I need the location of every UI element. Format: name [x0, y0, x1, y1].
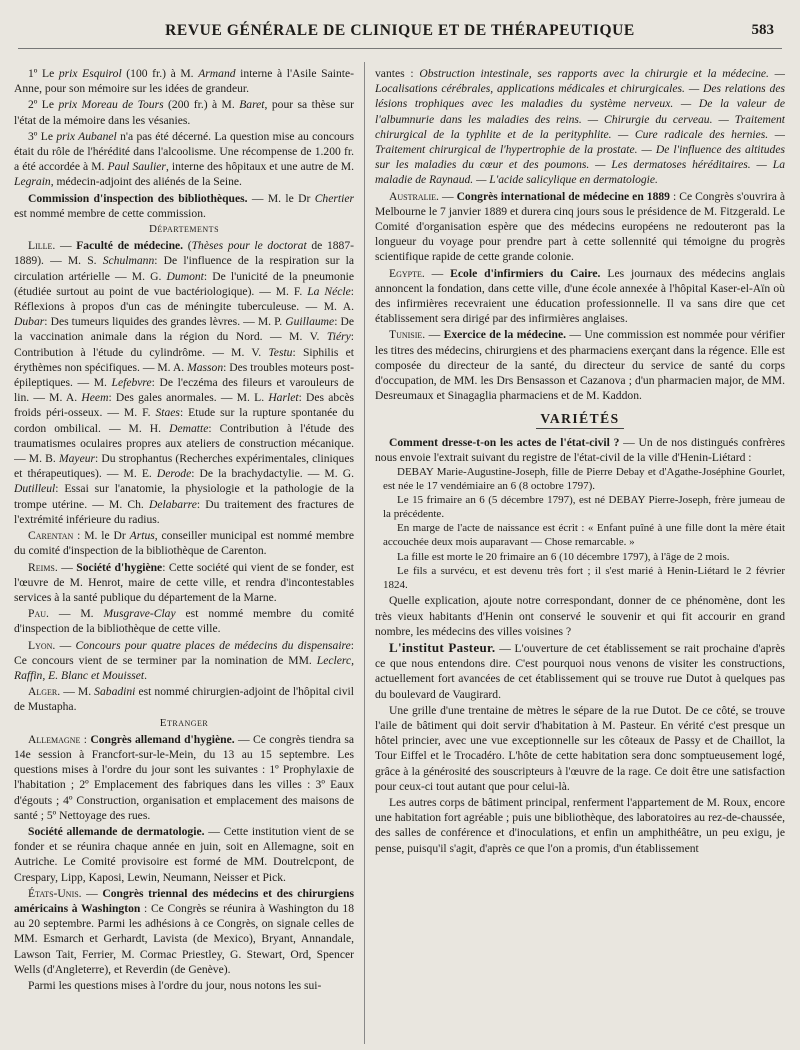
- section-heading: L'institut Pasteur.: [389, 640, 496, 656]
- section-heading: Congrès triennal des médecins et des chirurgiens américains à Washington: [14, 886, 354, 915]
- person-name: Tiéry: [326, 330, 351, 344]
- person-name: Legrain: [14, 175, 51, 189]
- text: est nommé membre du comité d'inspection de la bibliothèque de cette ville.: [14, 607, 354, 636]
- header-rule: [18, 48, 782, 49]
- person-name: Sabadini: [94, 685, 136, 699]
- place-name: Carentan: [28, 529, 74, 543]
- person-name: Guillaume: [285, 315, 335, 329]
- paragraph-prix-moreau: [14, 97, 354, 127]
- text: —: [425, 328, 444, 342]
- text: : Cette société qui vient de se fonder, est l'œuvre de M. Henrot, maire de cette ville, et rendra d'incontestables services à la santé publique du département de la Marne.: [14, 560, 354, 604]
- quote-line: DEBAY Marie-Augustine-Joseph, fille de Pierre Debay et d'Agathe-Joséphine Gourlet, est née le 17 vendémiaire an 6 (8 octobre 1797).: [383, 466, 785, 492]
- paragraph-dermatologie: [14, 824, 354, 885]
- paragraph-institut-pasteur: [375, 640, 785, 702]
- text: :: [80, 732, 91, 746]
- paragraph-etats-unis: [14, 886, 354, 977]
- person-name: Lefebvre: [111, 376, 152, 390]
- person-name: Heem: [81, 391, 109, 405]
- paragraph-allemagne: [14, 732, 354, 823]
- person-name: Baret: [239, 98, 265, 112]
- text: — M.: [48, 607, 104, 621]
- text: , conseiller municipal est nommé membre du comité d'inspection de la bibliothèque de Carenton.: [14, 529, 354, 558]
- prize-name: prix Esquirol: [58, 67, 122, 80]
- text: : Des abcès froids péri-osseux. — M. F.: [14, 391, 354, 420]
- text: Thèses pour le doctorat: [191, 239, 307, 253]
- text: : Essai sur l'anatomie, la physiologie et la pathologie de la trompe utérine. — M. Ch.: [14, 482, 354, 511]
- section-heading: Commission d'inspection des bibliothèques.: [28, 191, 248, 205]
- text: n'a pas été décerné. La question mise au concours était du rôle de l'hérédité dans l'alcoolisme. Une récompense de 1.200 fr. a été accordée à M.: [14, 129, 354, 174]
- paragraph-pau: [14, 606, 354, 636]
- section-heading: Ecole d'infirmiers du Caire.: [450, 266, 601, 280]
- paragraph-lyon: [14, 638, 354, 684]
- column-divider: [364, 62, 365, 1044]
- section-heading: Congrès international de médecine en 1889: [456, 189, 670, 203]
- person-name: Dutilleul: [14, 482, 56, 496]
- registry-extract: [375, 466, 785, 592]
- text: — L'ouverture de cet établissement se rait prochaine d'après ce que nous entendons dire. C'est pourquoi nous venons de visiter les constructions, actuellement fort avancées de cet établissement qui se trouve rue Dutot à quelques pas du boulevard de Vaugirard.: [375, 642, 785, 701]
- text: est nommé chirurgien-adjoint de l'hôpital civil de Mustapha.: [14, 685, 354, 714]
- place-name: Pau.: [28, 607, 49, 621]
- paragraph-questions: Parmi les questions mises à l'ordre du jour, nous notons les sui-: [28, 978, 322, 992]
- section-heading: Exercice de la médecine.: [443, 328, 566, 342]
- text: —: [81, 886, 103, 900]
- text: (100 fr.) à M.: [121, 67, 199, 80]
- paragraph-tunisie: [375, 327, 785, 403]
- quote-line: Le 15 frimaire an 6 (5 décembre 1797), est né DEBAY Pierre-Joseph, frère jumeau de la précédente.: [383, 494, 785, 520]
- text: : Réflexions à propos d'un cas de méningite tuberculeuse. — M. A.: [14, 284, 354, 314]
- place-name: Alger.: [28, 685, 61, 699]
- quote-line: Le fils a survécu, et est devenu très fort ; il s'est marié à Henin-Liétard le 2 février 1824.: [383, 565, 785, 591]
- text: : Des troubles moteurs post-épileptiques. — M.: [14, 360, 354, 390]
- prize-name: prix Moreau de Tours: [58, 98, 164, 112]
- text: vantes :: [375, 67, 420, 80]
- person-name: Leclerc, Raffin, E. Blanc et Mouisset: [14, 653, 354, 682]
- place-name: Tunisie.: [389, 328, 426, 342]
- section-heading: Comment dresse-t-on les actes de l'état-civil ?: [389, 435, 620, 449]
- section-heading: Faculté de médecine.: [76, 239, 184, 253]
- section-heading: Société d'hygiène: [76, 560, 163, 574]
- paragraph-reims: [14, 560, 354, 606]
- section-heading: Société allemande de dermatologie.: [28, 824, 205, 838]
- person-name: Delabarre: [148, 497, 197, 511]
- text: — Cette institution vient de se fonder et se réunira chaque année en juin, soit en Allemagne, soit en Autriche. Le Comité provisoire est formé de MM. Doutrelcpont, de Crespary, Lipp, Kaposi, Lewin, Neumann, Neisser et Pick.: [14, 824, 354, 884]
- text: —: [57, 560, 77, 574]
- person-name: Harlet: [268, 391, 299, 405]
- text: — Ce congrès tiendra sa 14e session à Francfort-sur-le-Mein, du 13 au 15 septembre. Les questions mises à l'ordre du jour sont les suivantes : 1º Prophylaxie de l'habitation ; 2º Emplacement des fabriques dans les villes : 3º Eaux d'égouts ; 4º Construction, organisation et emplacement des maisons de santé ; 5º Nettoyage des rues.: [14, 732, 354, 822]
- place-name: Allemagne: [28, 732, 81, 746]
- person-name: Chertier: [314, 191, 354, 205]
- text: 2º Le: [28, 98, 59, 112]
- text: 1º Le: [28, 67, 59, 80]
- person-name: Musgrave-Clay: [103, 607, 176, 621]
- quote-line: En marge de l'acte de naissance est écrit : « Enfant puîné à une fille dont la mère était accouchée deux mois auparavant — Chose remarcable. »: [383, 522, 785, 549]
- paragraph-prix-esquirol: [14, 66, 354, 96]
- person-name: La Nécle: [307, 284, 351, 298]
- text: : Etude sur la rupture spontanée du cordon ombilical. — M. H.: [14, 406, 354, 435]
- text: — M. le Dr: [247, 191, 315, 205]
- paragraph-explication: Quelle explication, ajoute notre correspondant, donner de ce phénomène, dont les très vieux habitants d'Henin ont conservé le souvenir et qui fit accourir en grand nombre, les médecins des villes voisines ?: [375, 594, 785, 638]
- topics-list: Obstruction intestinale, ses rapports avec la chirurgie et la médecine. — Localisations cérébrales, applications médicales et chirurgicales. — Des relations des lésions trophiques avec les maladies du système nerveux. — De la valeur de l'albumnurie dans les maladies des reins. — Chirurgie du cerveau. — Traitement chirurgical de la typhlite et de la perityphlite. — Cure radicale des hernies. — Traitement chirurgical de l'hypertrophie de la prostate. — De l'influence des altitudes sur les maladies du cœur et des poumons. — Les dermatoses héréditaires. — La maladie de Raynaud. — L'acide salicylique en dermatologie.: [375, 67, 785, 187]
- text: — Un de nos distingués confrères nous envoie l'extrait suivant du registre de l'état-civil de la ville d'Henin-Liétard :: [375, 435, 785, 464]
- text: : De l'eczéma des fileurs et varouleurs de lin. — M. A.: [14, 376, 354, 405]
- text: : Du strophantus (Recherches expérimentales, cliniques et thérapeutiques). — M. E.: [14, 452, 354, 481]
- paragraph-questions-list: [375, 66, 785, 188]
- page-number: 583: [751, 22, 774, 38]
- text: (: [183, 239, 192, 253]
- text: est nommé membre de cette commission.: [14, 206, 206, 220]
- paragraph-autres-corps: Les autres corps de bâtiment principal, renferment l'appartement de M. Roux, encore une habitation fort agréable ; puis une bibliothèque, des laboratoires au rez-de-chaussée, des salles de conférence et d'inoculations, et enfin un amphithéâtre, un peu exigu, je pense, puisqu'il s'agit, d'après ce que l'on a promis, d'un établissement: [375, 796, 785, 855]
- person-name: Derode: [156, 467, 192, 481]
- running-title: REVUE GÉNÉRALE DE CLINIQUE ET DE THÉRAPEUTIQUE: [165, 22, 635, 39]
- text: —: [55, 239, 77, 253]
- text: : Des tumeurs liquides des grandes lèvres. — M. P.: [44, 315, 286, 329]
- paragraph-grille: Une grille d'une trentaine de mètres le sépare de la rue Dutot. De ce côté, se trouve l'aile de bâtiment qui doit servir d'habitation à M. Pasteur. En vérité c'est presque un hôtel princier, avec une vue exceptionnelle sur les côteaux de Passy et de Chaillot, la Tour Eiffel et le Trocadéro. L'hôte de cette habitation sera donc somptueusement logé, grâce à la générosité des souscripteurs à l'œuvre de la rage. Ce doit être une satisfaction pour ceux-ci tout autant que pour celui-là.: [375, 703, 785, 793]
- text: : Ce concours vient de se terminer par la nomination de MM.: [14, 638, 354, 667]
- text: —: [438, 189, 457, 203]
- section-heading: Congrès allemand d'hygiène.: [90, 732, 235, 746]
- person-name: Dubar: [14, 315, 45, 329]
- text: : Du traitement des fractures de l'extrémité inférieure du radius.: [14, 497, 354, 526]
- place-name: Lyon.: [28, 638, 56, 652]
- person-name: Testu: [268, 345, 293, 359]
- paragraph-carentan: [14, 528, 354, 558]
- quote-line: La fille est morte le 20 frimaire an 6 (10 décembre 1797), à l'âge de 2 mois.: [397, 550, 730, 563]
- paragraph-prix-aubanel: [14, 129, 354, 190]
- left-column: [14, 66, 354, 1046]
- text: : Ce Congrès s'ouvrira à Melbourne le 7 janvier 1889 et durera cinq jours sous le présidence de M. Fitzgerald. Le Comité d'organisation espère que des médecins européens ne redouteront pas la longueur du voyage pour prendre part à cette sollennité qui témoigne du progrès scientifique rapide de cette grande colonie.: [375, 189, 785, 264]
- paragraph-etat-civil: [375, 435, 785, 465]
- text: (200 fr.) à M.: [163, 98, 240, 112]
- text: — M.: [60, 685, 95, 699]
- person-name: Dumont: [166, 269, 204, 283]
- text: .: [144, 668, 147, 682]
- paragraph-egypte: [375, 266, 785, 327]
- text: , pour sa thèse sur l'état de la mémoire dans les vésanies.: [14, 98, 354, 127]
- place-name: Reims.: [28, 560, 58, 574]
- right-column: [375, 66, 785, 1046]
- subheading-departements: Départements: [148, 223, 220, 236]
- person-name: Artus: [129, 529, 155, 543]
- person-name: Paul Saulier: [107, 160, 166, 174]
- text: , médecin-adjoint des aliénés de la Seine.: [50, 175, 242, 189]
- place-name: Lille.: [28, 239, 56, 253]
- place-name: Egypte.: [389, 266, 425, 280]
- place-name: Australie.: [389, 189, 439, 203]
- text: : Ce Congrès se réunira à Washington du 18 au 20 septembre. Parmi les adhésions à ce Congrès, on signale celles de MM. Esmarch et Gerhardt, Lavista (de Mexico), Bryant, Annandale, Lawson Tait, Ferrier, M. Cormac Priestley, G. Stewart, Ord, Spencer Wells (d'Angleterre), et Reverdin (de Genève).: [14, 901, 354, 976]
- text: 3º Le: [28, 129, 57, 143]
- text: : Des gales anormales. — M. L.: [108, 391, 269, 405]
- paragraph-alger: [14, 684, 354, 714]
- text: —: [55, 638, 76, 652]
- text: : De la vaccination animale dans la région du Nord. — M. V.: [14, 315, 354, 344]
- place-name: États-Unis.: [28, 886, 82, 900]
- text: : M. le Dr: [73, 529, 130, 543]
- person-name: Dematte: [169, 421, 209, 435]
- text: interne à l'Asile Sainte-Anne, pour son mémoire sur les idées de grandeur.: [14, 67, 354, 96]
- subheading-etranger: Etranger: [159, 716, 209, 729]
- person-name: Masson: [187, 360, 224, 374]
- paragraph-australie: [375, 189, 785, 265]
- text: : De l'unicité de la pneumonie (étudiée surtout au point de vue bactériologique). — M. F.: [14, 269, 354, 298]
- text: —: [424, 266, 451, 280]
- person-name: Staes: [155, 406, 180, 420]
- section-heading: Concours pour quatre places de médecins du dispensaire: [75, 638, 351, 652]
- person-name: Armand: [198, 67, 236, 80]
- person-name: Mayeur: [58, 452, 96, 466]
- text: : Contribution à l'étude des traumatismes oculaires propres aux ateliers de construction mécanique. — M. B.: [14, 421, 354, 466]
- prize-name: prix Aubanel: [56, 129, 117, 143]
- text: de 1887-1889). — M. S.: [14, 239, 354, 268]
- person-name: Schulmann: [102, 254, 155, 268]
- paragraph-lille: [14, 238, 354, 527]
- text: : De la brachydactylie. — M. G.: [191, 467, 354, 481]
- paragraph-commission-bibliotheques: [14, 191, 354, 221]
- text: : De l'influence de la respiration sur la circulation artérielle — M. G.: [14, 254, 354, 283]
- varietes-heading: [375, 411, 785, 426]
- text: : Siphilis et érythèmes non spécifiques. — M. A.: [14, 345, 354, 374]
- page-header: [0, 22, 800, 46]
- text: Les journaux des médecins anglais annoncent la fondation, dans cette ville, d'une école annexée à l'hôpital Kaser-el-Aïn où des infirmières recevraient une éducation professionnelle. Il va sans dire que cet établissement sera dirigé par des infirmières anglaises.: [375, 266, 785, 326]
- text: — Une commission est nommée pour vérifier les titres des médecins, chirurgiens et des pharmaciens exerçant dans la régence. Elle est composée du directeur de la santé, du directeur du service de santé du corps d'occupation, de MM. les Drs Bensasson et Cazanova ; d'un pharmacien major, de MM. Desreumaux et Sinagaglia pharmaciens et de M. Kaddon.: [375, 328, 785, 403]
- varietes-title: VARIÉTÉS: [536, 411, 623, 429]
- text: , interne des hôpitaux et une autre de M.: [165, 160, 354, 174]
- text: : Contribution à l'étude du cylindrôme. — M. V.: [14, 330, 354, 359]
